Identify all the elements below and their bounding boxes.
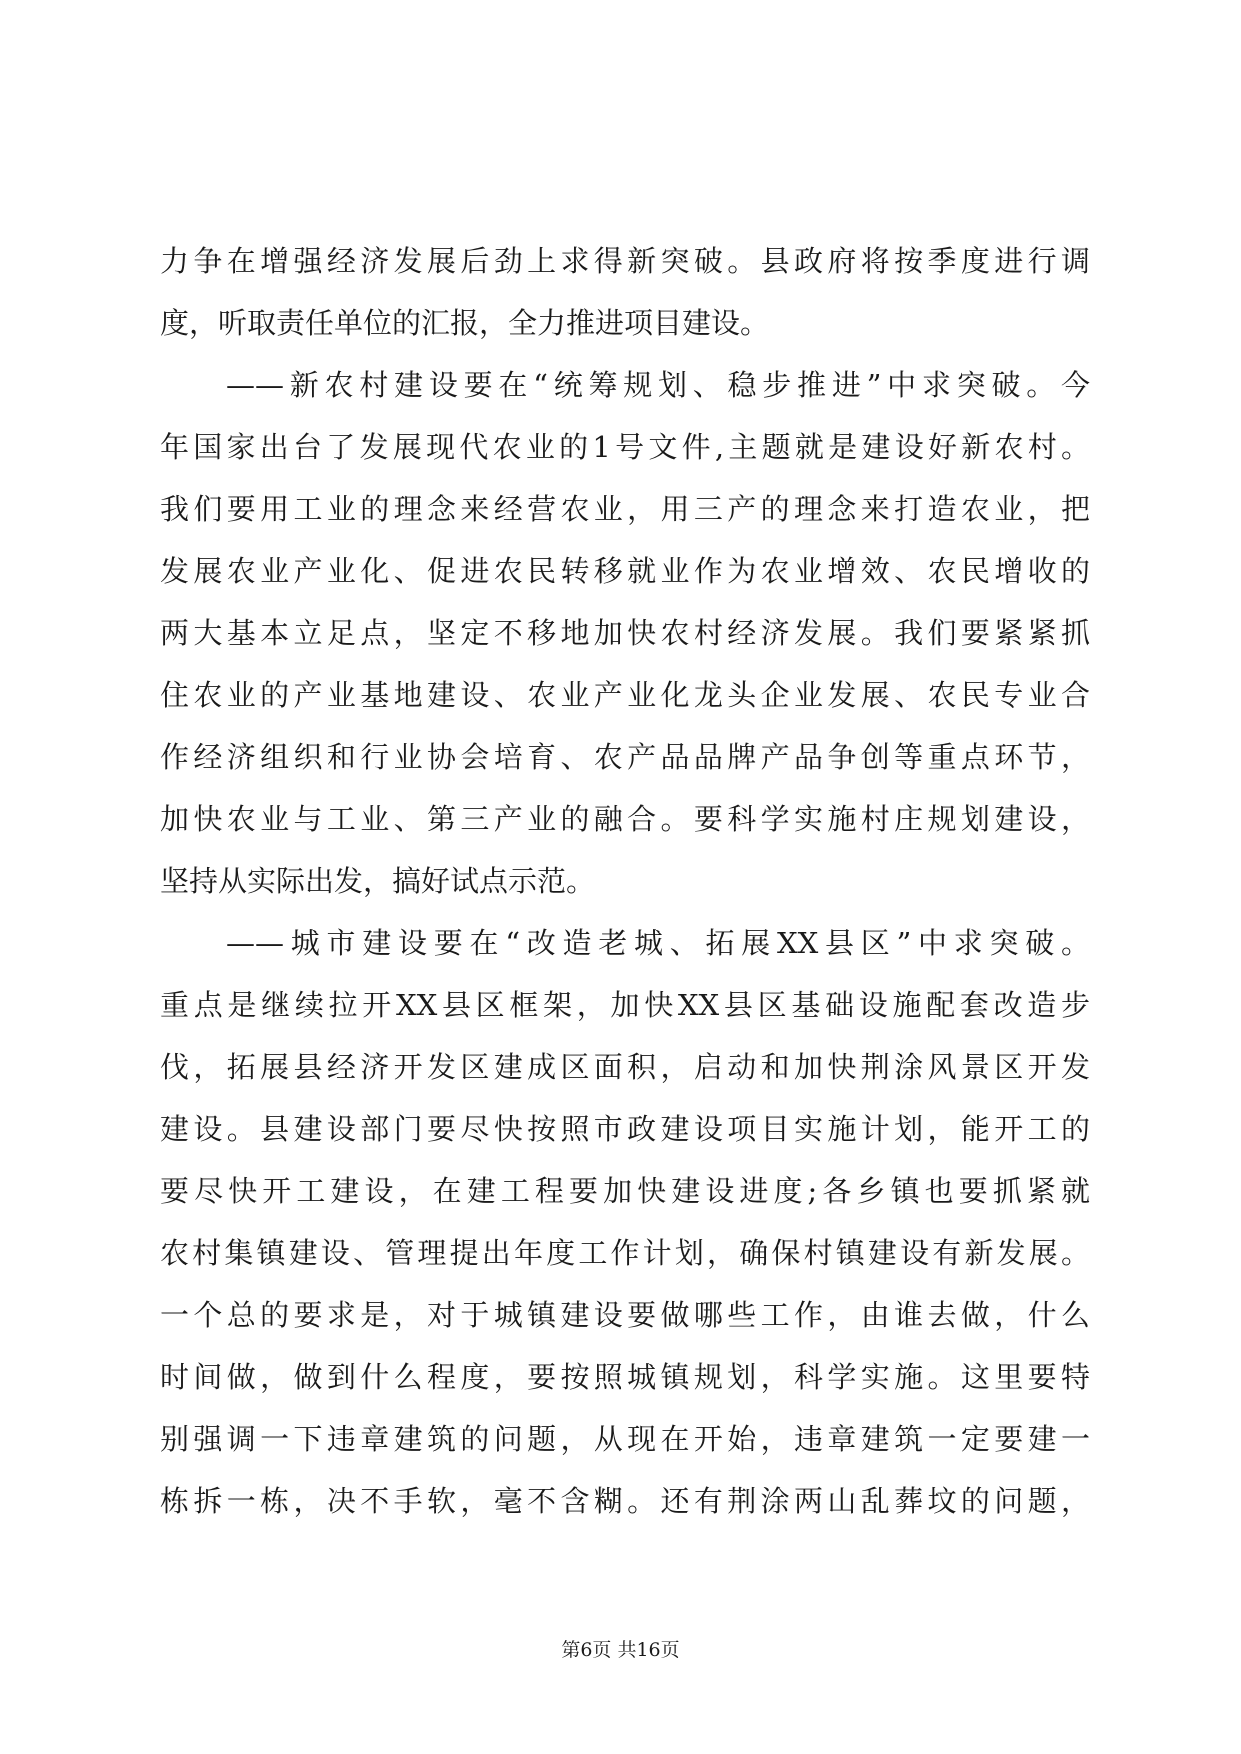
text-line: 一个总的要求是，对于城镇建设要做哪些工作，由谁去做，什么 — [160, 1298, 1090, 1332]
text-line: 伐，拓展县经济开发区建成区面积，启动和加快荆涂风景区开发 — [160, 1050, 1090, 1084]
text-line: 我们要用工业的理念来经营农业，用三产的理念来打造农业，把 — [160, 492, 1090, 526]
page-footer: 第6页 共16页 — [561, 1639, 680, 1661]
text-line: ——城市建设要在“改造老城、拓展XX县区”中求突破。 — [226, 926, 1090, 960]
text-line: 别强调一下违章建筑的问题，从现在开始，违章建筑一定要建一 — [160, 1422, 1090, 1456]
text-line: 两大基本立足点，坚定不移地加快农村经济发展。我们要紧紧抓 — [160, 616, 1090, 650]
text-line: 作经济组织和行业协会培育、农产品品牌产品争创等重点环节， — [160, 740, 1090, 774]
text-line: 加快农业与工业、第三产业的融合。要科学实施村庄规划建设， — [160, 802, 1090, 836]
text-line: 重点是继续拉开XX县区框架，加快XX县区基础设施配套改造步 — [160, 988, 1090, 1022]
text-line: ——新农村建设要在“统筹规划、稳步推进”中求突破。今 — [226, 368, 1090, 402]
text-line: 建设。县建设部门要尽快按照市政建设项目实施计划，能开工的 — [160, 1112, 1090, 1146]
text-line: 度，听取责任单位的汇报，全力推进项目建设。 — [160, 306, 770, 340]
body-text — [160, 230, 1090, 1532]
text-line: 要尽快开工建设，在建工程要加快建设进度;各乡镇也要抓紧就 — [160, 1174, 1090, 1208]
text-line: 坚持从实际出发，搞好试点示范。 — [160, 864, 596, 898]
text-line: 住农业的产业基地建设、农业产业化龙头企业发展、农民专业合 — [160, 678, 1090, 712]
text-line: 栋拆一栋，决不手软，毫不含糊。还有荆涂两山乱葬坟的问题， — [160, 1484, 1090, 1518]
text-line: 年国家出台了发展现代农业的1号文件,主题就是建设好新农村。 — [160, 430, 1090, 464]
text-line: 时间做，做到什么程度，要按照城镇规划，科学实施。这里要特 — [160, 1360, 1090, 1394]
text-line: 发展农业产业化、促进农民转移就业作为农业增效、农民增收的 — [160, 554, 1090, 588]
text-line: 力争在增强经济发展后劲上求得新突破。县政府将按季度进行调 — [160, 244, 1090, 278]
text-line: 农村集镇建设、管理提出年度工作计划，确保村镇建设有新发展。 — [160, 1236, 1090, 1270]
